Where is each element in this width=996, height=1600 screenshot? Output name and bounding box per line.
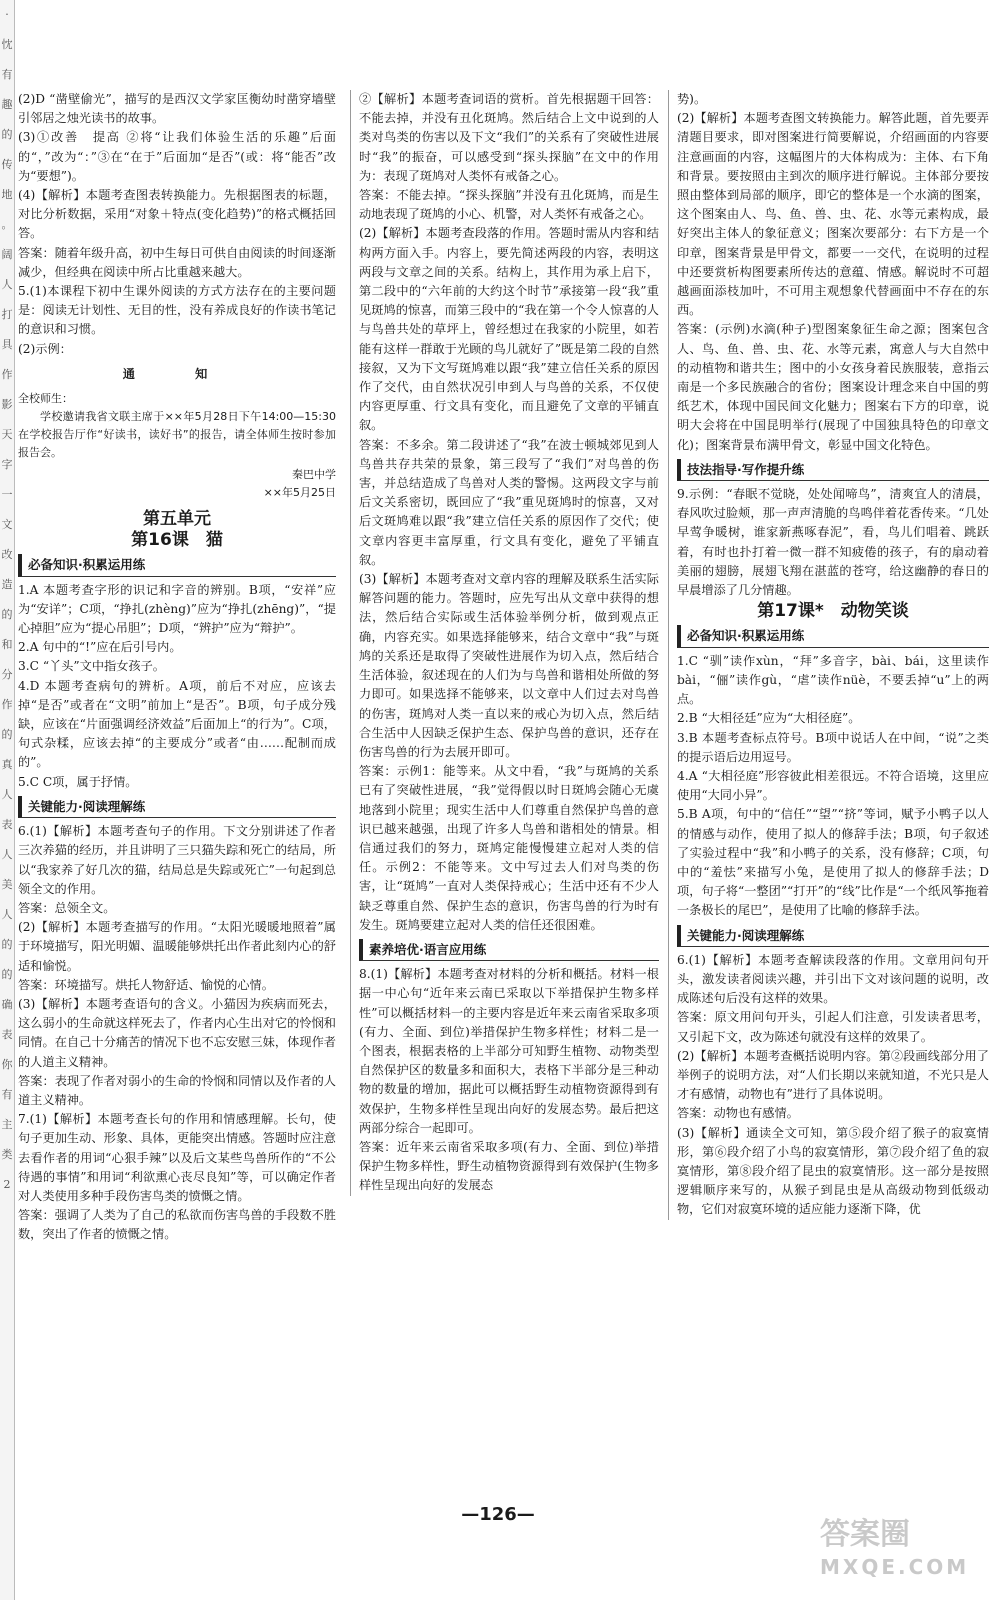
margin-char: 的 xyxy=(1,128,13,141)
paragraph: 答案：总领全文。 xyxy=(18,900,116,915)
margin-char: 人 xyxy=(1,908,13,921)
paragraph: 答案：(示例)水滴(种子)型图案象征生命之源；图案包含人、鸟、鱼、兽、虫、花、水等元素，寓意人与大自然中的动植物和谐共生；图中的小女孩身着民族服装，意指云南是一个多民族融合的省份；图案设计理念来自中国的剪纸艺术，体现中国民间文化魅力；图案右下方的印章，说明大会将在中国昆明举行(展现了中国独具特色的印章文化)；图案背景布满甲骨文，彰显中国文化特色。 xyxy=(677,322,989,452)
paragraph: 5.(1)本课程下初中生课外阅读的方式方法存在的主要问题是：阅读无计划性、无目的性，没有养成良好的作读书笔记的意识和习惯。 xyxy=(18,284,336,337)
margin-char: 阔 xyxy=(1,248,13,261)
paragraph: 8.(1)【解析】本题考查对材料的分析和概括。材料一根据一中心句“近年来云南已采取以下举措保护生物多样性”可以概括材料一的主要内容是近年来云南省采取多项(有力、全面、到位)举措保护生物多样性；材料二是一个图表，根据表格的上半部分可知野生植物、动物类型自然保护区的数量多和面积大，表格下半部分是三种动物的数量的增加，据此可以概括野生动植物资源得到有效保护，生物多样性呈现出向好的发展态势。最后把这两部分综合一起即可。 xyxy=(359,967,659,1135)
paragraph: 3.C “丫头”文中指女孩子。 xyxy=(18,659,165,674)
column-2 xyxy=(350,90,659,1196)
paragraph: 答案：表现了作者对弱小的生命的怜悯和同情以及作者的人道主义精神。 xyxy=(18,1073,336,1107)
margin-char: 地 xyxy=(1,188,13,201)
paragraph: 6.(1)【解析】本题考查解读段落的作用。文章用问句开头，激发读者阅读兴趣，并引出下文对该问题的说明，改成陈述句后没有这样的效果。 xyxy=(677,952,989,1006)
lesson-title: 第16课 猫 xyxy=(131,530,223,551)
paragraph: 势)。 xyxy=(677,92,707,106)
paragraph: 答案：不能去掉。“探头探脑”并没有丑化斑鸠，而是生动地表现了斑鸠的小心、机警，对人类怀有戒备之心。 xyxy=(359,188,659,222)
paragraph: 2.A 句中的“!”应在后引号内。 xyxy=(18,640,182,655)
paragraph: 4.D 本题考查病句的辨析。A项，前后不对应，应该去掉“是否”或者在“文明”前加上“是否”。B项，句子成分残缺，应该在“片面强调经济效益”后面加上“的行为”。C项，句式杂糅，应该去掉“的主要成分”或者“由……配制而成的”。 xyxy=(18,678,336,770)
page-number: —126— xyxy=(461,1504,535,1525)
paragraph: (2)【解析】本题考查图文转换能力。解答此题，首先要弄清题目要求，即对图案进行简要解说，介绍画面的内容要注意画面的内容，这幅图片的大体构成为：主体、右下角和背景。要按照由主到次的顺序进行解说。主体部分要按照由整体到局部的顺序，即它的整体是一个水滴的图案，这个图案由人、鸟、鱼、兽、虫、花、水等元素构成，最好突出主体人的象征意义；图案次要部分：右下方是一个印章，图案背景是甲骨文，都要一一交代，在说明的过程中还要赏析构图要素所传达的意蕴、情感。解说时不可超越画面添枝加叶，不可用主观想象代替画面中不存在的东西。 xyxy=(677,111,989,318)
paragraph: 答案：近年来云南省采取多项(有力、全面、到位)举措保护生物多样性，野生动植物资源得到有效保护(生物多样性呈现出向好的发展态 xyxy=(359,1139,659,1193)
margin-char: 影 xyxy=(1,398,13,411)
margin-char: 表 xyxy=(1,1028,13,1041)
paragraph: (3)【解析】通读全文可知，第⑤段介绍了猴子的寂寞情形，第⑥段介绍了小鸟的寂寞情形，第⑦段介绍了鱼的寂寞情形，第⑧段介绍了昆虫的寂寞情形。这一部分是按照逻辑顺序来写的，从猴子到昆虫是从高级动物到低级动物，它们对寂寞环境的适应能力逐渐下降，优 xyxy=(677,1125,989,1217)
paragraph: 5.B A项，句中的“信任”“望”“挤”等词，赋予小鸭子以人的情感与动作，使用了拟人的修辞手法；B项，句子叙述了实验过程中“我”和小鸭子的关系，没有修辞；C项，句中的“羞怯”来描写小兔，是使用了拟人的修辞手法；D项，句子将“一整团”“打开”的“线”比作是“一个纸风筝拖着一条极长的尾巴”，是使用了比喻的修辞手法。 xyxy=(677,807,989,918)
margin-char: 2 xyxy=(3,1178,11,1191)
paragraph: 答案：示例1：能等来。从文中看，“我”与斑鸠的关系已有了突破性进展，“我”觉得假以时日斑鸠会随心无虞地落到小院里；现实生活中人们尊重自然保护鸟兽的意识已越来越强，出现了许多人鸟兽和谐相处的情景。相信通过我们的努力，斑鸠定能慢慢建立起对人类的信任。示例2：不能等来。文中写过去人们对鸟类的伤害，让“斑鸠”一直对人类保持戒心；生活中还有不少人缺乏尊重自然、保护生态的意识，伤害鸟兽的行为时有发生。斑鸠要建立起对人类的信任还很困难。 xyxy=(359,764,659,932)
paragraph: (3)【解析】本题考查语句的含义。小猫因为疾病而死去，这么弱小的生命就这样死去了，作者内心生出对它的怜悯和同情。在自己十分痛苦的情况下也不忘安慰三妹，体现作者的人道主义精神。 xyxy=(18,996,336,1069)
watermark-url: MXQE.COM xyxy=(820,1555,970,1579)
watermark-logo xyxy=(820,1515,980,1590)
margin-char: 忱 xyxy=(1,38,13,51)
section-header: 关键能力·阅读理解练 xyxy=(677,925,989,947)
paragraph: (2)示例： xyxy=(18,341,72,356)
paragraph: 1.C “驯”读作xùn，“拜”多音字，bài、bái，这里读作bài，“俪”读作gù，“虐”读作nüè，不要丢掉“u”上的两点。 xyxy=(677,653,989,707)
notice-date: ××年5月25日 xyxy=(263,486,336,500)
paragraph: ②【解析】本题考查词语的赏析。首先根据题干回答：不能去掉，并没有丑化斑鸠。然后结合上文中说到的人类对鸟类的伤害以及下文“我们”的关系有了突破性进展时“我”的振奋，可以感受到“探头探脑”在文中的作用为：表现了斑鸠对人类怀有戒备之心。 xyxy=(359,92,659,183)
margin-char: 美 xyxy=(1,878,13,891)
column-3 xyxy=(668,90,989,1220)
margin-char: 真 xyxy=(1,758,13,771)
paragraph: 7.(1)【解析】本题考查长句的作用和情感理解。长句，使句子更加生动、形象、具体，更能突出情感。答题时应注意去看作者的用词“心狠手辣”以及后文某些鸟兽所作的“不公待遇的事情”和用词“利欲熏心丧尽良知”等，可以确定作者对人类使用多种手段伤害鸟类的愤慨之情。 xyxy=(18,1112,336,1203)
margin-char: 打 xyxy=(1,308,13,321)
notice-body: 学校邀请我省文联主席于××年5月28日下午14:00—15:30在学校报告厅作“好读书，读好书”的报告，请全体师生按时参加报告会。 xyxy=(18,410,336,460)
margin-char: 。 xyxy=(1,218,13,231)
margin-char: 改 xyxy=(1,548,13,561)
notice-signer: 秦巴中学 xyxy=(292,468,336,482)
margin-char: 主 xyxy=(1,1118,13,1131)
margin-char: 传 xyxy=(1,158,13,171)
margin-char: 和 xyxy=(1,638,13,651)
paragraph: 2.B “大相径廷”应为“大相径庭”。 xyxy=(677,711,861,726)
left-margin-strip xyxy=(0,0,15,1600)
paragraph: (3)①改善 提高 ②将“让我们体验生活的乐趣”后面的“，”改为“：”③在“在于”后面加“是否”(或：将“能否”改为“要想”)。 xyxy=(18,130,336,183)
section-header: 必备知识·积累运用练 xyxy=(18,554,336,576)
margin-char: 的 xyxy=(1,968,13,981)
margin-char: 确 xyxy=(1,998,13,1011)
section-header: 技法指导·写作提升练 xyxy=(677,459,989,481)
margin-char: · xyxy=(5,8,9,21)
margin-char: 作 xyxy=(1,368,13,381)
paragraph: 3.B 本题考查标点符号。B项中说话人在中间，“说”之类的提示语后边用逗号。 xyxy=(677,730,989,764)
paragraph: 6.(1)【解析】本题考查句子的作用。下文分别讲述了作者三次养猫的经历，并且讲明了三只猫失踪和死亡的结局，所以“我家养了好几次的猫，结局总是失踪或死亡”一句起到总领全文的作用。 xyxy=(18,824,336,896)
paragraph: (2)D “凿壁偷光”，描写的是西汉文学家匡衡幼时凿穿墙壁引邻居之烛光读书的故事。 xyxy=(18,92,336,126)
margin-char: 天 xyxy=(1,428,13,441)
margin-char: 造 xyxy=(1,578,13,591)
paragraph: (4)【解析】本题考查图表转换能力。先根据图表的标题，对比分析数据，采用“对象＋特点(变化趋势)”的格式概括回答。 xyxy=(18,188,336,241)
margin-char: 的 xyxy=(1,608,13,621)
paragraph: 答案：随着年级升高，初中生每日可供自由阅读的时间逐渐减少，但经典在阅读中所占比重越来越大。 xyxy=(18,245,336,279)
notice-greeting: 全校师生： xyxy=(18,392,73,406)
section-header: 素养培优·语言应用练 xyxy=(359,939,659,961)
margin-char: 有 xyxy=(1,1088,13,1101)
paragraph: (2)【解析】本题考查概括说明内容。第②段画线部分用了举例子的说明方法，对“人们长期以来就知道，不光只是人才有感情，动物也有”进行了具体说明。 xyxy=(677,1048,989,1102)
unit-title: 第五单元 xyxy=(143,509,211,530)
notice-box xyxy=(18,365,336,502)
paragraph: (2)【解析】本题考查段落的作用。答题时需从内容和结构两方面入手。内容上，要先简述两段的内容，表明这两段与文章之间的关系。结构上，其作用为承上启下，第二段中的“六年前的大约这个时节”承接第一段“我”重见斑鸠的惊喜，而第三段中的“我在第一个令人惊喜的人与鸟兽共处的草坪上，曾经想过在我家的小院里，如若能有这样一群敢于光顾的鸟儿就好了”既是第二段的自然接叙，又为下文写斑鸠难以跟“我”建立信任关系的原因作了交代，由自然状况引申到人与鸟兽的关系，不仅使内容更厚重、行文具有变化，而且避免了文章的平铺直叙。 xyxy=(359,226,659,433)
lesson-title: 第17课* 动物笑谈 xyxy=(757,601,909,622)
margin-char: 表 xyxy=(1,818,13,831)
margin-char: 文 xyxy=(1,518,13,531)
margin-char: 字 xyxy=(1,458,13,471)
margin-char: 人 xyxy=(1,788,13,801)
margin-char: 具 xyxy=(1,338,13,351)
column-1 xyxy=(18,90,336,1245)
section-header: 必备知识·积累运用练 xyxy=(677,625,989,647)
paragraph: 4.A “大相径庭”形容彼此相差很远。不符合语境，这里应使用“大同小异”。 xyxy=(677,768,989,803)
watermark-text: 答案圈 xyxy=(820,1517,910,1552)
paragraph: 1.A 本题考查字形的识记和字音的辨别。B项，“安祥”应为“安详”；C项，“挣扎(zhèng)”应为“挣扎(zhēng)”，“提心掉胆”应为“提心吊胆”；D项，“辨护”应为“辩护”。 xyxy=(18,582,336,636)
paragraph: 9.示例：“春眠不觉晓，处处闻啼鸟”，清爽宜人的清晨，春风吹过脸颊，那一声声清脆的鸟鸣伴着花香传来。“几处早莺争暖树，谁家新燕啄春泥”，看，鸟儿们唱着、跳跃着，有时也扑打着一微一群不知疲倦的孩子，有的扇动着美丽的翅膀，展翅飞翔在湛蓝的苍穹，给这幽静的春日的早晨增添了几分情趣。 xyxy=(677,487,989,598)
margin-char: 你 xyxy=(1,1058,13,1071)
margin-char: 的 xyxy=(1,938,13,951)
notice-title: 通 知 xyxy=(122,366,232,381)
margin-char: 有 xyxy=(1,68,13,81)
margin-char: 人 xyxy=(1,848,13,861)
margin-char: 类 xyxy=(1,1148,13,1161)
paragraph: 答案：环境描写。烘托人物舒适、愉悦的心情。 xyxy=(18,977,274,992)
margin-char: 的 xyxy=(1,728,13,741)
paragraph: 答案：强调了人类为了自己的私欲而伤害鸟兽的手段数不胜数，突出了作者的愤慨之情。 xyxy=(18,1208,336,1242)
paragraph: 答案：动物也有感情。 xyxy=(677,1106,799,1121)
margin-char: 作 xyxy=(1,698,13,711)
margin-char: 人 xyxy=(1,278,13,291)
paragraph: (2)【解析】本题考查描写的作用。“太阳光暖暖地照着”属于环境描写，阳光明媚、温暖能够烘托出作者此刻内心的舒适和愉悦。 xyxy=(18,920,336,973)
margin-char: 一 xyxy=(1,488,13,501)
section-header: 关键能力·阅读理解练 xyxy=(18,796,336,818)
paragraph: 5.C C项，属于抒情。 xyxy=(18,774,138,789)
margin-char: 分 xyxy=(1,668,13,681)
margin-char: 趣 xyxy=(1,98,13,111)
paragraph: (3)【解析】本题考查对文章内容的理解及联系生活实际解答问题的能力。答题时，应先写出从文章中获得的想法，然后结合实际或生活体验举例分析，做到观点正确，内容充实。如果选择能够来，结合文章中“我”与斑鸠的关系还是取得了突破性进展作为切入点，然后结合生活体验，叙述现在的人们为与鸟兽和谐相处所做的努力即可。如果选择不能够来，以文章中人们过去对鸟兽的伤害，斑鸠对人类一直以来的戒心为切入点，然后结合生活中人因缺乏保护生态、保护鸟兽的意识，还存在伤害鸟兽的行为去展开即可。 xyxy=(359,572,659,759)
paragraph: 答案：不多余。第二段讲述了“我”在波士顿城郊见到人鸟兽共存共荣的景象，第三段写了“我们”对鸟兽的伤害，并总结造成了鸟兽对人类的警惕。这两段文字与前后文关系密切，既回应了“我”重见斑鸠时的惊喜，又对后文斑鸠难以跟“我”建立信任关系的原因作了交代；使文章内容更丰富厚重，行文具有变化，避免了平铺直叙。 xyxy=(359,437,659,567)
paragraph: 答案：原文用问句开头，引起人们注意，引发读者思考，又引起下文，改为陈述句就没有这样的效果了。 xyxy=(677,1010,989,1044)
